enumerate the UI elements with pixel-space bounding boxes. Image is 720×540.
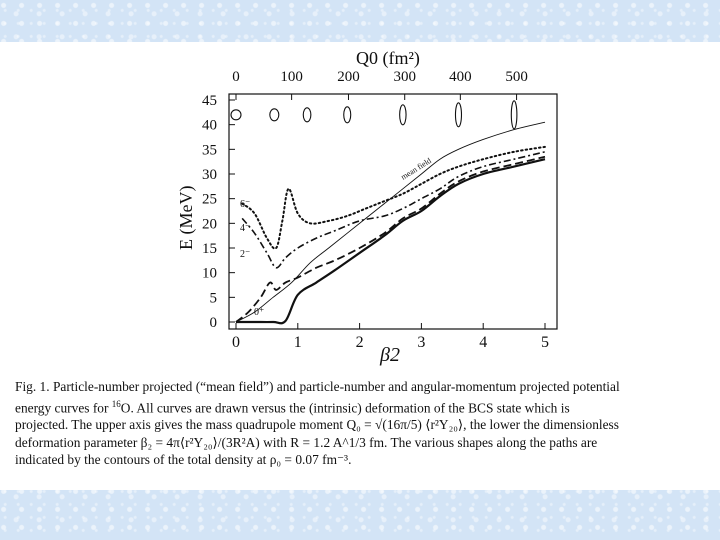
y-tick-label: 10 (202, 265, 217, 282)
bottom-axis-label: β2 (380, 344, 400, 366)
x-tick-label: 3 (417, 334, 426, 351)
caption-line: deformation parameter β₂ = 4π⟨r²Y₂₀⟩/(3R²A) with R = 1.2 A^1/3 fm. The various shapes along the paths are (15, 434, 598, 450)
top-tick-label: 100 (280, 69, 303, 85)
y-tick-label: 0 (209, 315, 217, 331)
top-tick-label: 300 (393, 69, 416, 85)
annotation-4: 4⁻ (240, 223, 251, 234)
caption-line: indicated by the contours of the total density at ρ₀ = 0.07 fm⁻³. (15, 452, 352, 468)
density-contour (270, 109, 279, 121)
density-contour (400, 105, 406, 125)
series-line (236, 157, 545, 322)
y-tick-label: 5 (209, 290, 217, 307)
y-tick-label: 25 (202, 191, 217, 208)
x-tick-label: 5 (541, 334, 549, 351)
annotation-0: 0⁺ (254, 307, 265, 318)
top-tick-label: 400 (449, 69, 472, 85)
annotation-mean-field: mean field (399, 156, 433, 182)
caption-line: Fig. 1. Particle-number projected (“mean field”) and particle-number and angular-momentum projected potential (15, 379, 620, 394)
x-tick-label: 2 (355, 334, 364, 351)
density-contour (511, 101, 517, 129)
density-contour (303, 108, 311, 122)
caption-line: projected. The upper axis gives the mass quadrupole moment Q₀ = √(16π/5) ⟨r²Y₂₀⟩, the lower the dimensionless (15, 417, 619, 433)
curves (236, 122, 545, 323)
top-tick-label: 500 (505, 69, 528, 85)
y-tick-label: 35 (202, 142, 217, 159)
left-axis (202, 93, 235, 331)
top-axis (232, 69, 528, 100)
y-tick-label: 45 (202, 93, 217, 109)
x-tick-label: 0 (232, 334, 240, 351)
density-contour (344, 107, 351, 123)
caption-line: energy curves for $^{16}$O. All curves are drawn versus the (intrinsic) deformation of the BCS state which is (15, 398, 570, 415)
y-tick-label: 40 (202, 117, 217, 134)
annotation-6: 6⁻ (240, 199, 251, 210)
top-tick-label: 0 (232, 69, 240, 85)
density-contour (455, 103, 461, 127)
top-tick-label: 200 (337, 69, 360, 85)
y-axis-label: E (MeV) (176, 185, 196, 250)
y-tick-label: 20 (202, 216, 217, 233)
density-contours (231, 101, 517, 129)
series-line (236, 159, 545, 323)
y-tick-label: 30 (202, 167, 217, 183)
x-tick-label: 4 (479, 334, 488, 351)
density-contour (231, 110, 241, 120)
annotation-2: 2⁻ (240, 249, 251, 260)
x-tick-label: 1 (293, 334, 302, 351)
y-tick-label: 15 (202, 241, 217, 257)
top-axis-label: Q0 (fm²) (356, 48, 420, 68)
figure-caption (15, 378, 715, 469)
